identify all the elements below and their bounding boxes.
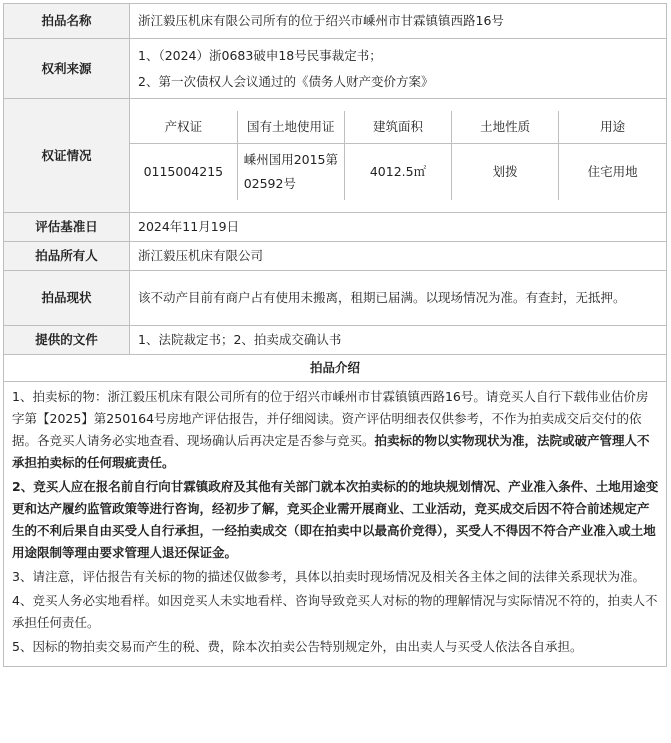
- rights-source-line-1: 1、（2024）浙0683破申18号民事裁定书；: [138, 47, 382, 63]
- cert-value-usage: 住宅用地: [559, 144, 666, 201]
- item-name-value: 浙江毅压机床有限公司所有的位于绍兴市嵊州市甘霖镇镇西路16号: [130, 4, 667, 39]
- owner-value: 浙江毅压机床有限公司: [130, 242, 667, 271]
- row-item-name: [4, 4, 667, 39]
- intro-paragraph-4: 4、竞买人务必实地看样。如因竞买人未实地看样、咨询导致竞买人对标的物的理解情况与实际情况不符的，拍卖人不承担任何责任。: [12, 593, 658, 630]
- certificate-cell: [130, 99, 667, 213]
- cert-value-land-nature: 划拨: [452, 144, 559, 201]
- row-intro-title: [4, 355, 667, 382]
- item-name-label: 拍品名称: [4, 4, 130, 39]
- status-label: 拍品现状: [4, 271, 130, 326]
- rights-source-label: 权利来源: [4, 39, 130, 99]
- cert-header-land-use: 国有土地使用证: [237, 111, 344, 144]
- documents-value: 1、法院裁定书；2、拍卖成交确认书: [130, 326, 667, 355]
- intro-paragraph-1-bold: 拍卖标的物以实物现状为准，法院或破产管理人不承担拍卖标的任何瑕疵责任。: [12, 433, 650, 470]
- intro-paragraph-3: 3、请注意，评估报告有关标的物的描述仅做参考，具体以拍卖时现场情况及相关各主体之间的法律关系现状为准。: [12, 569, 645, 584]
- row-status: [4, 271, 667, 326]
- intro-title: 拍品介绍: [4, 355, 667, 382]
- row-intro-body: [4, 382, 667, 667]
- cert-value-area: 4012.5㎡: [344, 144, 451, 201]
- base-date-value: 2024年11月19日: [130, 213, 667, 242]
- rights-source-value: [130, 39, 667, 99]
- row-owner: [4, 242, 667, 271]
- cert-value-land-use: 嵊州国用2015第02592号: [237, 144, 344, 201]
- cert-value-property: 0115004215: [130, 144, 237, 201]
- rights-source-line-2: 2、第一次债权人会议通过的《债务人财产变价方案》: [138, 73, 434, 89]
- cert-header-property: 产权证: [130, 111, 237, 144]
- cert-header-area: 建筑面积: [344, 111, 451, 144]
- row-rights-source: [4, 39, 667, 99]
- certificate-label: 权证情况: [4, 99, 130, 213]
- intro-body: [4, 382, 667, 667]
- status-value: 该不动产目前有商户占有使用未搬离，租期已届满。以现场情况为准。有查封，无抵押。: [130, 271, 667, 326]
- certificate-header-row: [130, 111, 666, 144]
- base-date-label: 评估基准日: [4, 213, 130, 242]
- row-certificate: [4, 99, 667, 213]
- cert-header-usage: 用途: [559, 111, 666, 144]
- row-base-date: [4, 213, 667, 242]
- intro-paragraph-2: 2、竞买人应在报名前自行向甘霖镇政府及其他有关部门就本次拍卖标的的地块规划情况、产业准入条件、土地用途变更和达产履约监管政策等进行咨询，经初步了解，竞买企业需开展商业、工业活动，竞买成交后因不符合前述规定产生的不利后果自由买受人自行承担，一经拍卖成交（即在拍卖中以最高价竞得），买受人不得因不符合产业准入或土地用途限制等理由要求管理人退还保证金。: [12, 479, 659, 560]
- cert-header-land-nature: 土地性质: [452, 111, 559, 144]
- auction-info-table: [3, 3, 667, 667]
- documents-label: 提供的文件: [4, 326, 130, 355]
- intro-paragraph-1-text: 1、拍卖标的物：浙江毅压机床有限公司所有的位于绍兴市嵊州市甘霖镇镇西路16号。请竞买人自行下载伟业估价房字第【2025】第250164号房地产评估报告，并仔细阅读。资产评估明细表仅供参考，不作为拍卖成交后交付的依据。各竞买人请务必实地查看、现场确认后再决定是否参与竞买。: [12, 389, 649, 448]
- certificate-value-row: [130, 144, 666, 201]
- row-documents: [4, 326, 667, 355]
- intro-paragraph-1: [12, 386, 660, 474]
- intro-paragraph-5: 5、因标的物拍卖交易而产生的税、费，除本次拍卖公告特别规定外，由出卖人与买受人依法各自承担。: [12, 639, 583, 654]
- certificate-table: [130, 111, 666, 200]
- owner-label: 拍品所有人: [4, 242, 130, 271]
